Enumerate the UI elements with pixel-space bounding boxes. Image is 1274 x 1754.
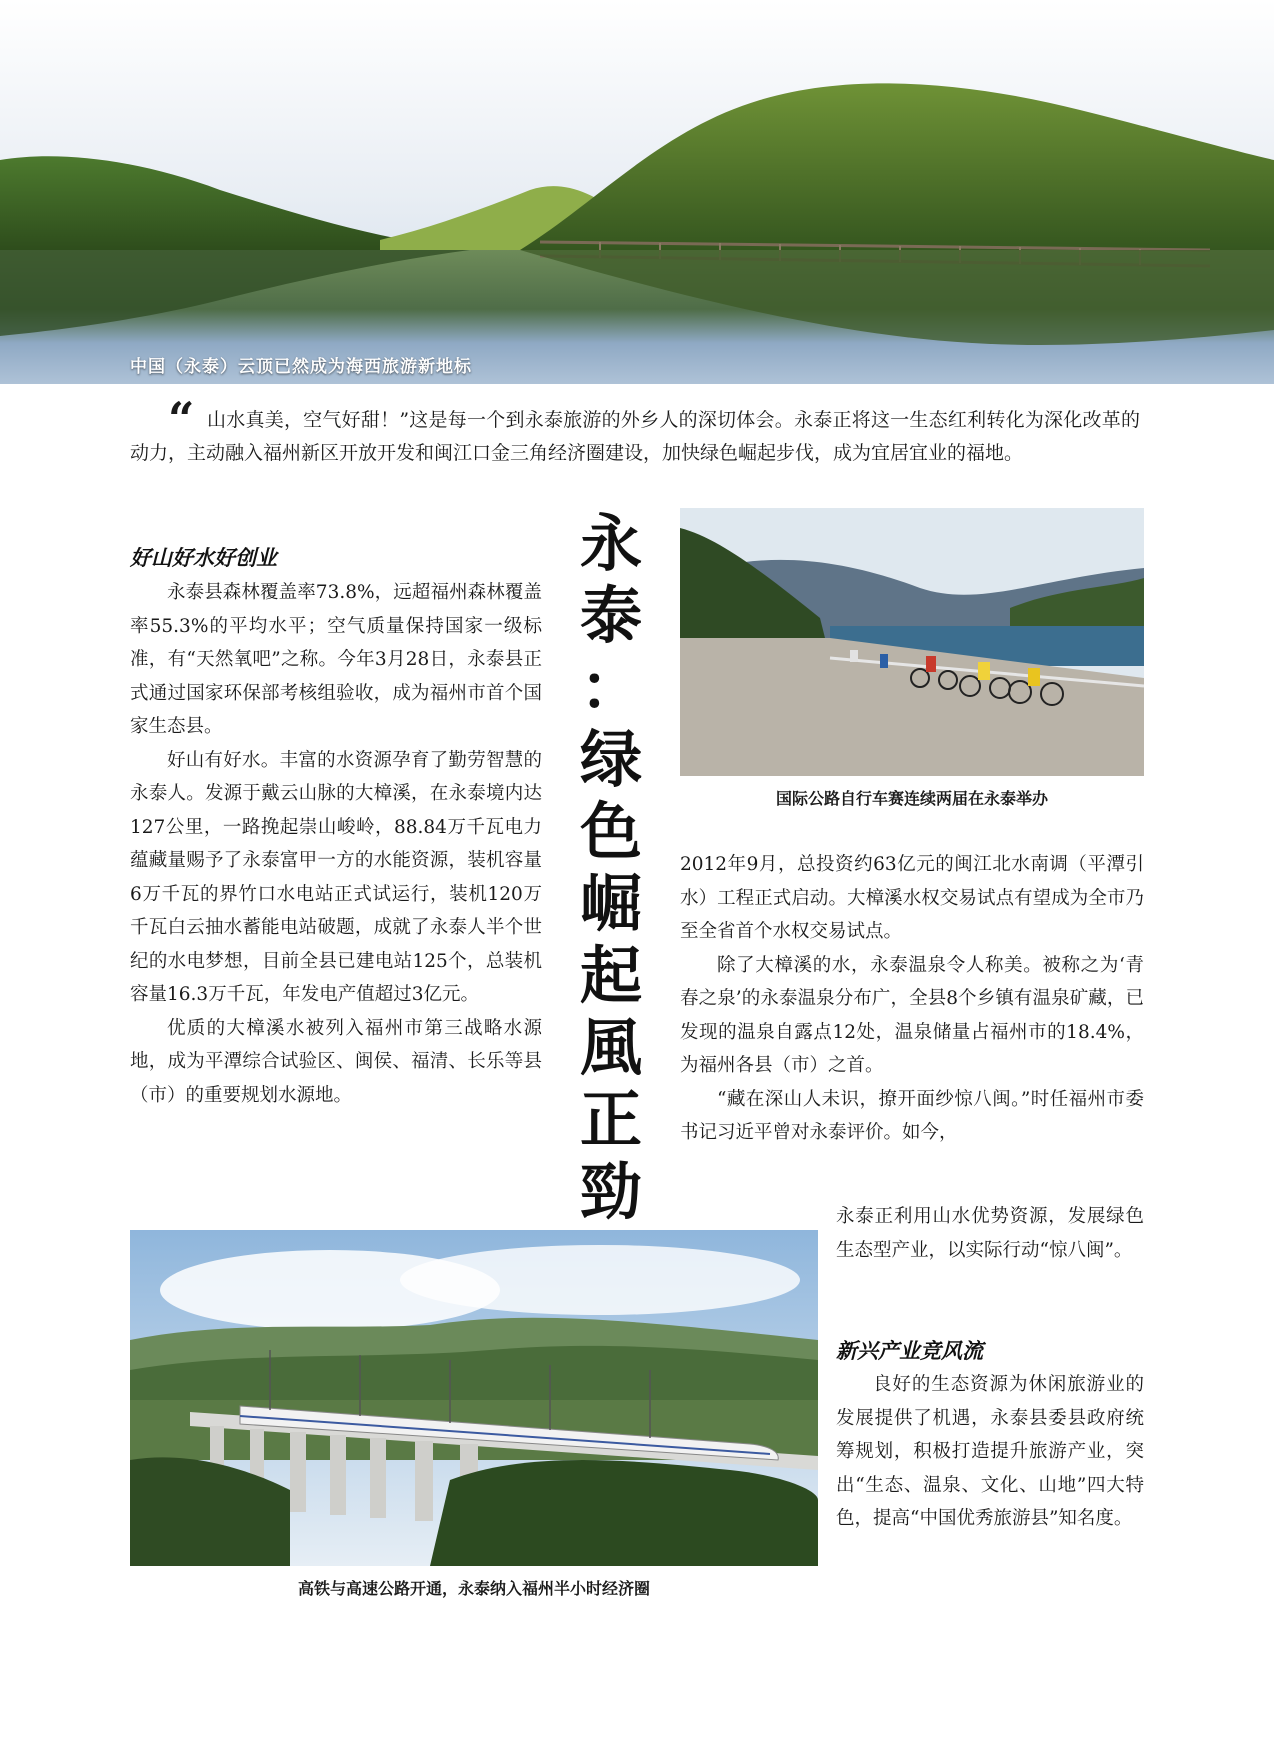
title-char: 色: [579, 795, 642, 868]
right-column: [836, 1368, 1144, 1536]
middle-column: [680, 848, 1144, 1150]
section-heading-landscape: 好山好水好创业: [130, 546, 277, 570]
title-char: 永: [579, 507, 642, 580]
paragraph: 好山有好水。丰富的水资源孕育了勤劳智慧的永泰人。发源于戴云山脉的大樟溪，在永泰境内达127公里，一路挽起崇山峻岭，88.84万千瓦电力蕴藏量赐予了永泰富甲一方的水能资源，装机容量6万千瓦的界竹口水电站正式试运行，装机120万千瓦白云抽水蓄能电站破题，成就了永泰人半个世纪的水电梦想，目前全县已建电站125个，总装机容量16.3万千瓦，年发电产值超过3亿元。: [130, 749, 542, 1005]
title-char: ：: [579, 651, 642, 724]
hero-caption: 中国（永泰）云顶已然成为海西旅游新地标: [130, 357, 472, 377]
title-char: 起: [579, 939, 642, 1012]
paragraph: 2012年9月，总投资约63亿元的闽江北水南调（平潭引水）工程正式启动。大樟溪水权交易试点有望成为全市乃至全省首个水权交易试点。: [680, 854, 1144, 942]
paragraph: 永泰正利用山水优势资源，发展绿色生态型产业，以实际行动“惊八闽”。: [836, 1206, 1144, 1261]
left-column: [130, 576, 542, 1112]
title-char: 崛: [579, 867, 642, 940]
paragraph: 优质的大樟溪水被列入福州市第三战略水源地，成为平潭综合试验区、闽侯、福清、长乐等县（市）的重要规划水源地。: [130, 1017, 542, 1106]
paragraph: “藏在深山人未识，撩开面纱惊八闽。”时任福州市委书记习近平曾对永泰评价。如今，: [680, 1088, 1144, 1143]
article-title: [576, 508, 646, 1228]
section-heading-industry: 新兴产业竞风流: [836, 1339, 983, 1363]
quote-mark: “: [168, 392, 195, 446]
train-photo: [130, 1230, 818, 1566]
title-char: 正: [579, 1083, 642, 1156]
paragraph: 永泰县森林覆盖率73.8%，远超福州森林覆盖率55.3%的平均水平；空气质量保持国家一级标准，有“天然氧吧”之称。今年3月28日，永泰县正式通过国家环保部考核组验收，成为福州市首个国家生态县。: [130, 582, 542, 737]
intro-paragraph: 山水真美，空气好甜！”这是每一个到永泰旅游的外乡人的深切体会。永泰正将这一生态红利转化为深化改革的动力，主动融入福州新区开放开发和闽江口金三角经济圈建设，加快绿色崛起步伐，成为宜居宜业的福地。: [130, 409, 1140, 464]
title-char: 風: [579, 1011, 642, 1084]
hero-photo: [0, 0, 1274, 384]
title-char: 绿: [579, 723, 642, 796]
paragraph: 除了大樟溪的水，永泰温泉令人称美。被称之为‘青春之泉’的永泰温泉分布广，全县8个乡镇有温泉矿藏，已发现的温泉自露点12处，温泉储量占福州市的18.4%，为福州各县（市）之首。: [680, 954, 1144, 1076]
train-photo-caption: 高铁与高速公路开通，永泰纳入福州半小时经济圈: [297, 1579, 650, 1598]
middle-column-continued: [836, 1200, 1144, 1267]
paragraph: 良好的生态资源为休闲旅游业的发展提供了机遇，永泰县委县政府统筹规划，积极打造提升旅游产业，突出“生态、温泉、文化、山地”四大特色，提高“中国优秀旅游县”知名度。: [836, 1374, 1144, 1529]
cycling-photo: [680, 508, 1144, 776]
title-char: 泰: [579, 579, 642, 652]
cycling-photo-caption: 国际公路自行车赛连续两届在永泰举办: [775, 789, 1048, 808]
title-char: 勁: [579, 1155, 642, 1228]
